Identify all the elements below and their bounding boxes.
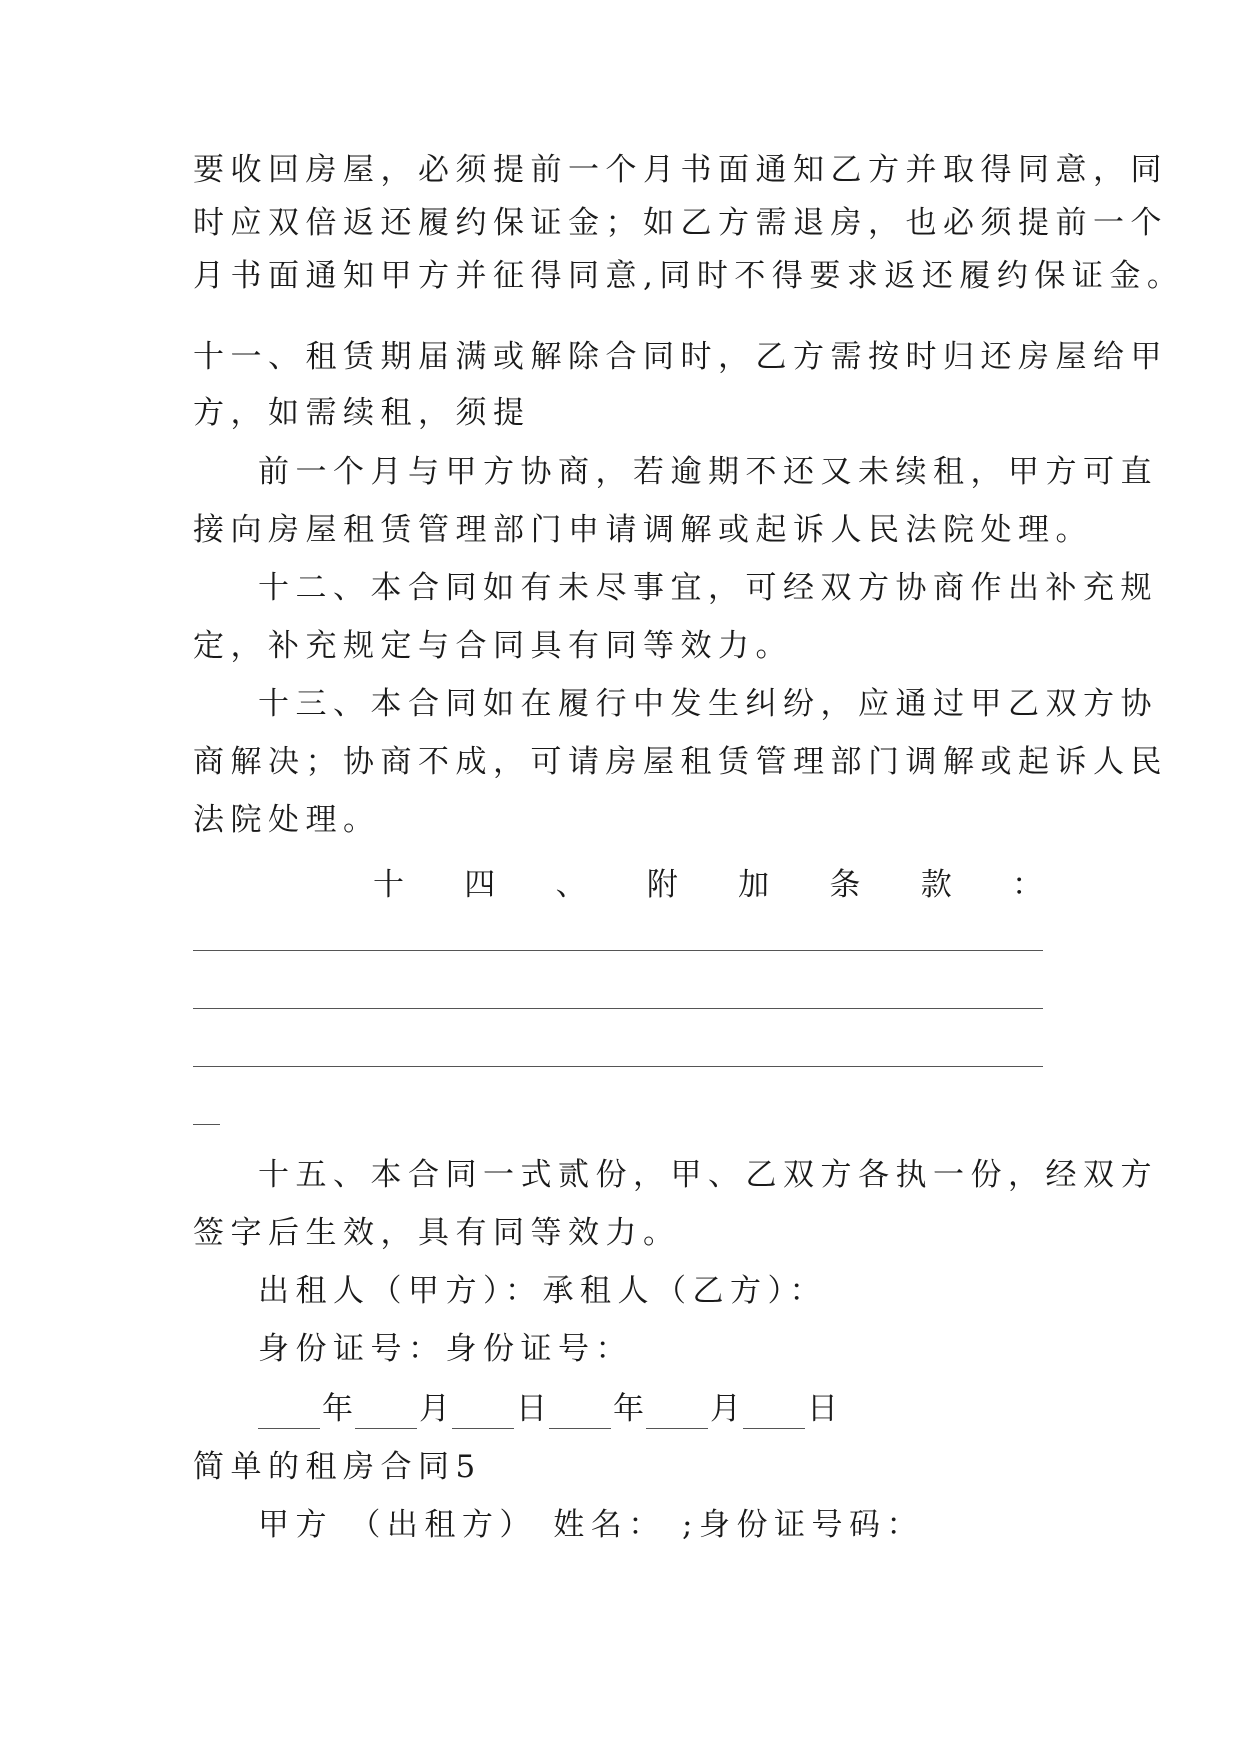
date-blank xyxy=(549,1398,611,1429)
date-unit: 年 xyxy=(322,1391,353,1427)
date-blank xyxy=(355,1398,417,1429)
clause-14-char: 条 xyxy=(829,867,861,903)
clause-15-line: 十五、本合同一式贰份，甲、乙双方各执一份，经双方 xyxy=(258,1157,1158,1193)
date-unit: 月 xyxy=(419,1391,450,1427)
date-unit: 日 xyxy=(516,1391,547,1427)
date-blank xyxy=(452,1398,514,1429)
clause-12-line: 十二、本合同如有未尽事宜，可经双方协商作出补充规 xyxy=(258,570,1158,606)
date-unit: 日 xyxy=(807,1391,838,1427)
clause-14-char: 款 xyxy=(920,867,952,903)
clause-11-line: 十一、租赁期届满或解除合同时，乙方需按时归还房屋给甲 xyxy=(193,339,1168,375)
blank-rule-line xyxy=(193,1008,1043,1009)
id-number-line: 身份证号：身份证号： xyxy=(258,1331,633,1367)
clause-14-char: 四 xyxy=(464,867,496,903)
clause-14-char: ： xyxy=(1011,867,1043,903)
signing-date-line xyxy=(258,1389,840,1429)
contract-text-line: 月书面通知甲方并征得同意,同时不得要求返还履约保证金。 xyxy=(193,258,1185,294)
clause-15-line: 签字后生效，具有同等效力。 xyxy=(193,1215,681,1251)
clause-11-line: 方，如需续租，须提 xyxy=(193,395,531,431)
clause-12-line: 定，补充规定与合同具有同等效力。 xyxy=(193,628,793,664)
date-blank xyxy=(258,1398,320,1429)
blank-rule-line xyxy=(193,1066,1043,1067)
party-a-line: 甲方 （出租方） 姓名： ;身份证号码： xyxy=(258,1507,925,1543)
date-blank xyxy=(646,1398,708,1429)
clause-14-char: 加 xyxy=(738,867,770,903)
blank-rule-end xyxy=(193,1124,220,1125)
clause-13-line: 十三、本合同如在履行中发生纠纷，应通过甲乙双方协 xyxy=(258,686,1158,722)
clause-14-heading xyxy=(193,865,1043,905)
date-blank xyxy=(743,1398,805,1429)
clause-14-char: 十 xyxy=(373,867,404,903)
contract-text-line: 时应双倍返还履约保证金；如乙方需退房，也必须提前一个 xyxy=(193,205,1168,241)
signature-parties-line: 出租人（甲方）：承租人（乙方）： xyxy=(258,1273,827,1309)
clause-14-char: 附 xyxy=(646,867,678,903)
clause-11-line: 前一个月与甲方协商，若逾期不还又未续租，甲方可直 xyxy=(258,454,1158,490)
section-title: 简单的租房合同5 xyxy=(193,1449,482,1485)
clause-14-char: 、 xyxy=(555,867,587,903)
contract-text-line: 要收回房屋，必须提前一个月书面通知乙方并取得同意，同 xyxy=(193,152,1168,188)
clause-11-line: 接向房屋租赁管理部门申请调解或起诉人民法院处理。 xyxy=(193,512,1093,548)
clause-13-line: 商解决；协商不成，可请房屋租赁管理部门调解或起诉人民 xyxy=(193,744,1168,780)
date-unit: 月 xyxy=(710,1391,741,1427)
clause-13-line: 法院处理。 xyxy=(193,802,381,838)
date-unit: 年 xyxy=(613,1391,644,1427)
blank-rule-line xyxy=(193,950,1043,951)
